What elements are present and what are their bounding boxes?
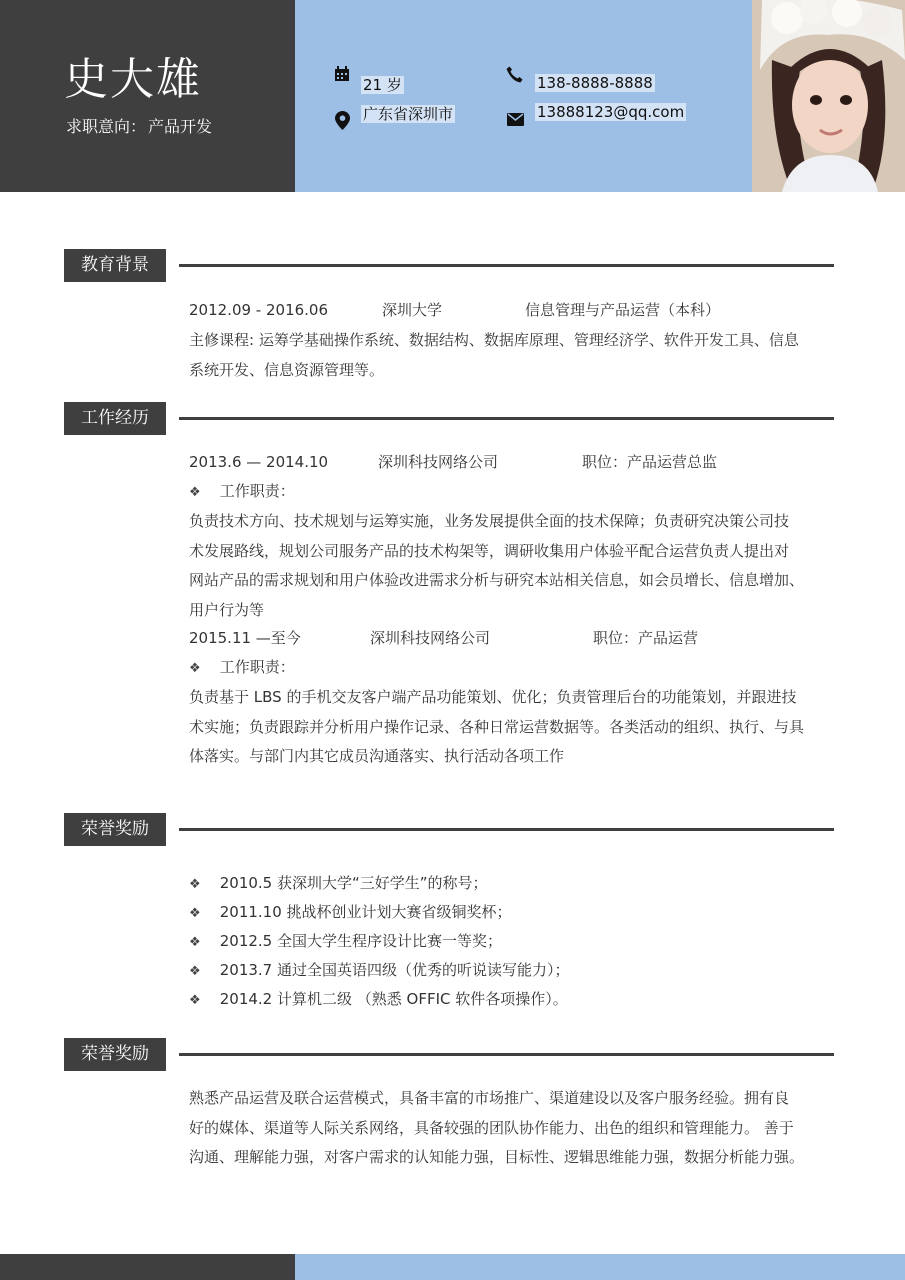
section-work [64, 402, 834, 436]
age: 21 岁 [363, 76, 402, 94]
education-major: 信息管理与产品运营（本科） [525, 301, 721, 319]
job-description [189, 507, 829, 625]
list-item: ❖ 2011.10 挑战杯创业计划大赛省级铜奖杯； [189, 903, 512, 921]
job-position: 职位：产品运营 [593, 629, 699, 647]
paragraph-line: 好的媒体、渠道等人际关系网络，具备较强的团队协作能力、出色的组织和管理能力。 善于 [189, 1118, 794, 1137]
phone-icon [506, 66, 523, 83]
paragraph-line: 术发展路线，规划公司服务产品的技术构架等，调研收集用户体验平配合运营负责人提出对 [189, 541, 790, 560]
section-title: 教育背景 [64, 249, 166, 282]
paragraph-line: 网站产品的需求规划和用户体验改进需求分析与研究本站相关信息，如会员增长、信息增加、 [189, 571, 805, 589]
education-school: 深圳大学 [382, 301, 443, 319]
paragraph-line: 负责基于 LBS 的手机交友客户端产品功能策划、优化；负责管理后台的功能策划，并跟进技 [189, 688, 797, 706]
profile-photo-illustration [752, 0, 905, 192]
bullet-icon: ❖ [189, 485, 201, 500]
section-divider [179, 264, 834, 267]
bullet-icon: ❖ [189, 906, 201, 921]
footer-dark-bar [0, 1254, 295, 1280]
paragraph-line: 术实施；负责跟踪并分析用户操作记录、各种日常运营数据等。各类活动的组织、执行、与具 [189, 717, 805, 736]
job-intent [66, 114, 214, 137]
header-contact-panel [295, 0, 752, 192]
mail-icon [507, 113, 524, 126]
paragraph-line: 主修课程: 运筹学基础操作系统、数据结构、数据库原理、管理经济学、软件开发工具、信息 [189, 331, 799, 349]
paragraph-line: 沟通、理解能力强，对客户需求的认知能力强，目标性、逻辑思维能力强，数据分析能力强。 [189, 1148, 805, 1166]
bullet-icon: ❖ [189, 964, 201, 979]
job-duty-label: ❖ 工作职责： [189, 658, 295, 676]
paragraph-line: 系统开发、信息资源管理等。 [189, 360, 385, 379]
candidate-name: 史大雄 [64, 54, 202, 105]
location-pin-icon [335, 111, 350, 130]
job-period: 2013.6 — 2014.10 [189, 453, 329, 471]
job-intent-value: 产品开发 [148, 117, 213, 136]
paragraph-line: 用户行为等 [189, 600, 265, 619]
email-address: 13888123@qq.com [537, 103, 685, 121]
section-self-evaluation [64, 1038, 834, 1072]
job-period: 2015.11 —至今 [189, 629, 301, 647]
paragraph-line: 体落实。与部门内其它成员沟通落实、执行活动各项工作 [189, 747, 565, 765]
education-courses [189, 326, 829, 385]
section-divider [179, 1053, 834, 1056]
section-honors [64, 813, 834, 847]
section-title: 荣誉奖励 [64, 1038, 166, 1071]
paragraph-line: 负责技术方向、技术规划与运筹实施，业务发展提供全面的技术保障；负责研究决策公司技 [189, 512, 790, 530]
bullet-icon: ❖ [189, 877, 201, 892]
bullet-icon: ❖ [189, 935, 201, 950]
job-intent-label: 求职意向： [66, 117, 147, 136]
profile-photo [752, 0, 905, 192]
section-title: 工作经历 [64, 402, 166, 435]
section-divider [179, 828, 834, 831]
job-duty-label: ❖ 工作职责： [189, 482, 295, 500]
paragraph-line: 熟悉产品运营及联合运营模式，具备丰富的市场推广、渠道建设以及客户服务经验。拥有良 [189, 1089, 790, 1107]
list-item: ❖ 2010.5 获深圳大学“三好学生”的称号； [189, 874, 488, 892]
list-item: ❖ 2013.7 通过全国英语四级（优秀的听说读写能力）； [189, 961, 570, 979]
location: 广东省深圳市 [363, 105, 454, 123]
section-title: 荣誉奖励 [64, 813, 166, 846]
list-item: ❖ 2014.2 计算机二级 （熟悉 OFFIC 软件各项操作）。 [189, 990, 568, 1008]
section-education [64, 249, 834, 283]
education-period: 2012.09 - 2016.06 [189, 301, 329, 319]
job-company: 深圳科技网络公司 [370, 629, 491, 647]
bullet-icon: ❖ [189, 661, 201, 676]
footer-blue-bar [295, 1254, 905, 1280]
self-evaluation-text [189, 1084, 829, 1173]
phone-number: 138-8888-8888 [537, 74, 653, 92]
job-company: 深圳科技网络公司 [378, 453, 499, 471]
list-item: ❖ 2012.5 全国大学生程序设计比赛一等奖； [189, 932, 502, 950]
job-description [189, 683, 829, 772]
job-position: 职位：产品运营总监 [582, 453, 718, 471]
calendar-icon [334, 66, 350, 82]
bullet-icon: ❖ [189, 993, 201, 1008]
section-divider [179, 417, 834, 420]
